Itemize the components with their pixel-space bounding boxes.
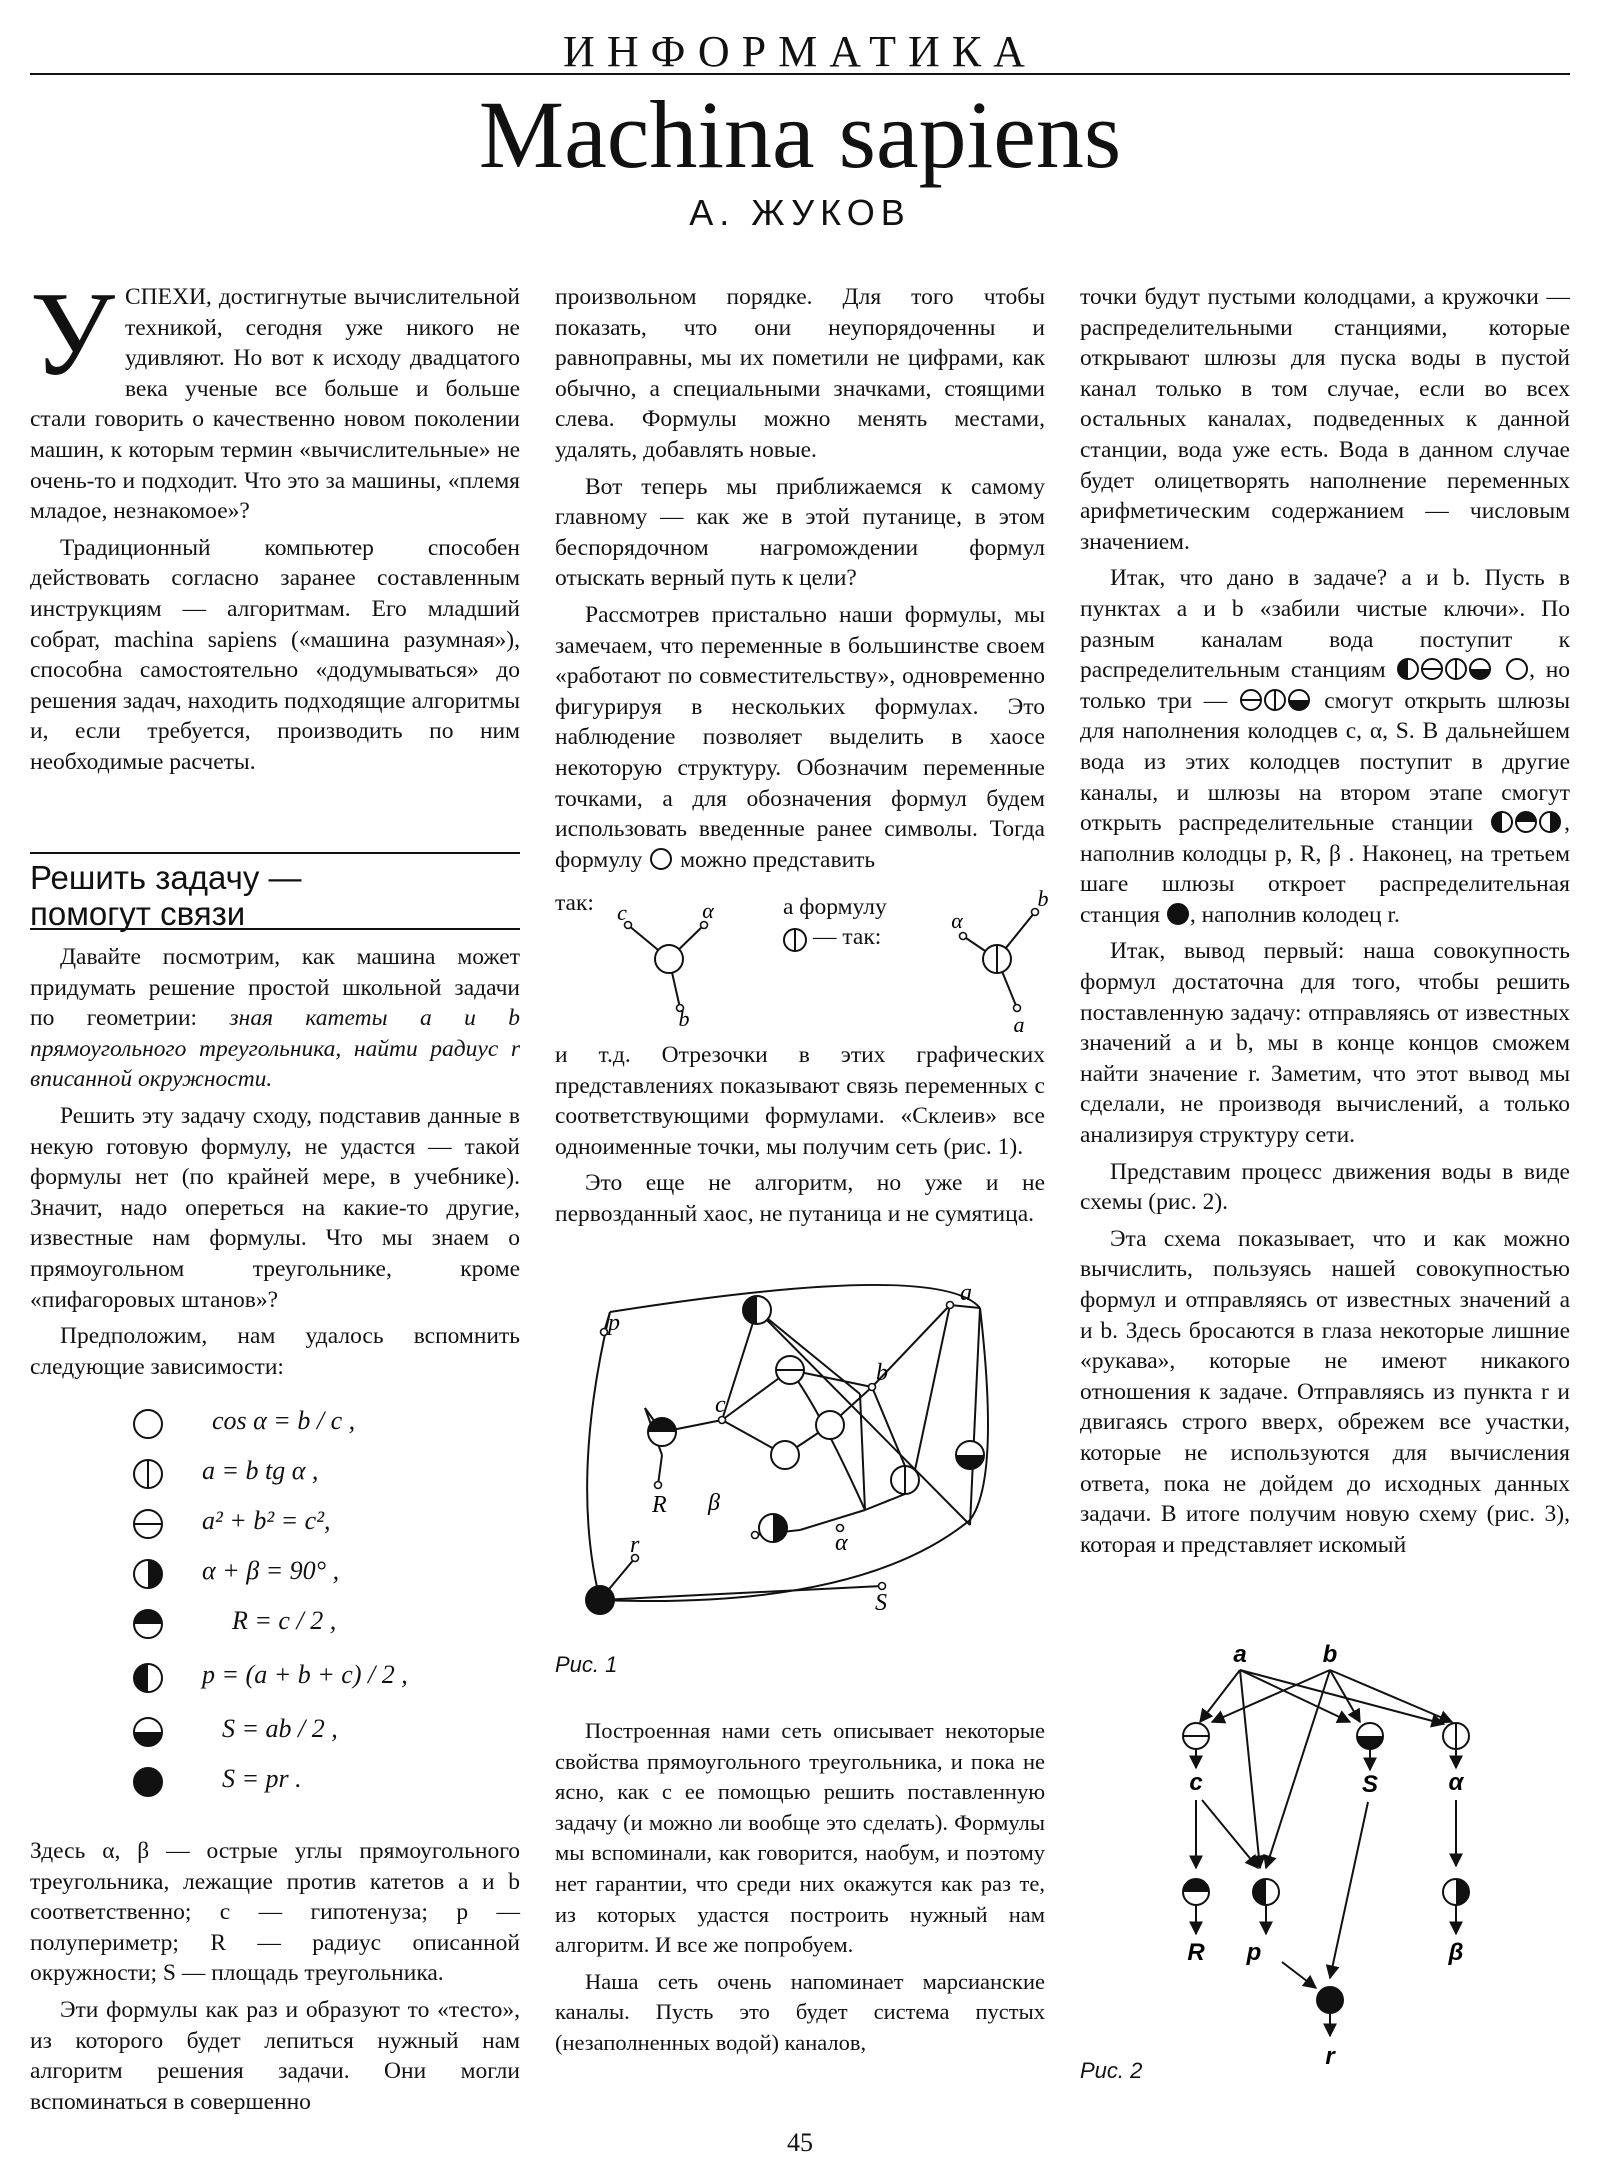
- col3-paragraph-2: [1080, 563, 1570, 930]
- inline-full-station-icon: [1166, 902, 1190, 926]
- formula-list: [120, 1404, 520, 1824]
- subheading-rule-bottom: [30, 928, 520, 930]
- column-1-end: [30, 1836, 520, 2117]
- symbol-left-half-icon: [134, 1664, 162, 1692]
- mini1-label-alpha: α: [702, 898, 714, 923]
- fig2-node-bottom-half-icon: [1357, 1723, 1383, 1749]
- col3-paragraph-3: Итак, вывод первый: наша совокупность формул достаточна для того, чтобы решить поставленную задачу: отправляясь от известных значений a и b, мы в конце концов сможем найти значение r. Заметим, что этот вывод мы сделали, не производя вычислений, а только анализируя структуру сети.: [1080, 938, 1570, 1149]
- figure-1-network: [560, 1280, 1020, 1660]
- tak-label-1: так:: [555, 890, 594, 916]
- inline-stations-set-2: [1239, 688, 1313, 712]
- col2-paragraph-2: Вот теперь мы приближаемся к самому главному — как же в этой путанице, в этом беспорядочном нагромождении формул отыскать верный путь к цели?: [555, 473, 1045, 592]
- formula-7: S = ab / 2 ,: [222, 1714, 338, 1743]
- formula-symbols: [130, 1408, 166, 1808]
- formula-6: p = (a + b + c) / 2 ,: [202, 1660, 408, 1689]
- fig1-label-S: S: [875, 1590, 887, 1616]
- problem-intro: Давайте посмотрим, как машина может придумать решение простой школьной задачи по геометрии:: [30, 944, 520, 1032]
- tak-label-2: а формулу: [783, 894, 887, 920]
- mini2-label-a: a: [1013, 1012, 1025, 1037]
- subheading-rule-top: [30, 852, 520, 854]
- mini2-label-alpha: α: [951, 908, 963, 933]
- formula-3: a² + b² = c²,: [202, 1506, 331, 1535]
- page-number: 45: [787, 2128, 813, 2157]
- inline-stations-set-3: [1490, 810, 1564, 834]
- inline-stations-set-1: [1396, 657, 1494, 681]
- fig1-node-vertical-icon: [891, 1466, 919, 1494]
- col1-paragraph-5: Предположим, нам удалось вспомнить следующие зависимости:: [30, 1323, 520, 1380]
- fig1-node-empty-icon-1: [816, 1411, 844, 1439]
- mini1-label-c: c: [617, 900, 627, 925]
- formula-1: cos α = b / c ,: [212, 1406, 356, 1435]
- fig2-label-R: R: [1187, 1939, 1205, 1966]
- col2-paragraph-1: произвольном порядке. Для того чтобы показать, что они неупорядоченны и равноправны, мы их пометили не цифрами, как обычно, а специальными значками, стоящими слева. Формулы можно менять местами, удалять, добавлять новые.: [555, 284, 1045, 463]
- fig1-label-alpha: α: [835, 1530, 848, 1556]
- inline-empty-circle-icon: [648, 847, 674, 871]
- fig1-label-r: r: [630, 1532, 640, 1558]
- fig2-label-p: p: [1246, 1939, 1262, 1966]
- fig1-node-horizontal-icon: [776, 1356, 804, 1384]
- fig2-label-b: b: [1322, 1641, 1338, 1668]
- fig1-label-a: a: [960, 1280, 972, 1306]
- fig1-node-empty-icon-2: [771, 1441, 799, 1469]
- article-title: Machina sapiens: [478, 81, 1122, 188]
- header-rule: [30, 73, 1570, 75]
- fig1-node-top-left-half-icon: [743, 1296, 771, 1324]
- fig1-node-right-half-icon: [759, 1514, 787, 1542]
- section-label: ИНФОРМАТИКА: [563, 27, 1037, 76]
- col1-paragraph-4: Решить эту задачу сходу, подставив данные в некую готовую формулу, не удастся — такой формулы нет (по крайней мере, в учебнике). Значит, надо опереться на какие-то другие, известные нам формулы. Что мы знаем о прямоугольном треугольнике, кроме «пифагоровых штанов»?: [30, 1102, 520, 1313]
- fig1-label-b: b: [876, 1360, 888, 1386]
- formula-5: R = c / 2 ,: [232, 1606, 337, 1635]
- fig1-node-top-half-icon: [648, 1418, 676, 1446]
- article-author: А. ЖУКОВ: [689, 192, 911, 233]
- symbol-horizontal-icon: [134, 1510, 162, 1538]
- column-2-bottom: [555, 1716, 1045, 2059]
- drop-cap: У: [30, 267, 115, 400]
- fig2-label-S: S: [1361, 1771, 1379, 1798]
- fig1-label-c: c: [715, 1392, 726, 1418]
- symbol-vertical-icon: [134, 1460, 162, 1488]
- fig1-node-bottom-half-icon: [956, 1441, 984, 1469]
- col1-paragraph-6: Здесь α, β — острые углы прямоугольного треугольника, лежащие против катетов a и b соответственно; c — гипотенуза; p — полупериметр; R — радиус описанной окружности; S — площадь треугольника.: [30, 1838, 520, 1987]
- column-1-problem: [30, 942, 520, 1382]
- fig2-label-a: a: [1233, 1641, 1247, 1668]
- fig2-label-alpha: α: [1448, 1769, 1464, 1796]
- col3-p2-b: , но только три —: [1080, 657, 1571, 714]
- col3-paragraph-1: точки будут пустыми колодцами, а кружочки — распределительными станциями, которые открывают шлюзы для пуска воды в пустой канал только в том случае, если во всех остальных каналах, подведенных к данной станции, вода уже есть. Вода в данном случае будет олицетворять наполнение переменных арифметическим содержанием — числовым значением.: [1080, 284, 1570, 555]
- figure-1-caption: Рис. 1: [555, 1652, 618, 1677]
- col3-p2-e: , наполнив колодец r.: [1189, 901, 1400, 928]
- fig1-label-beta: β: [708, 1490, 720, 1516]
- symbol-empty-icon: [134, 1410, 162, 1438]
- formula-2: a = b tg α ,: [202, 1456, 319, 1485]
- mini1-label-b: b: [678, 1006, 690, 1030]
- col2-paragraph-7: Наша сеть очень напоминает марсианские каналы. Пусть это будет система пустых (незаполненных водой) каналов,: [555, 1968, 1045, 2055]
- fig2-label-beta: β: [1448, 1939, 1464, 1966]
- fig2-node-full-icon: [1317, 1987, 1343, 2013]
- col2-paragraph-6: Построенная нами сеть описывает некоторые свойства прямоугольного треугольника, и пока не ясно, как с ее помощью решить поставленную задачу (и можно ли вообще это сделать). Формулы мы вспоминали, как говорится, наобум, и поэтому нет гарантии, что среди них окажутся как раз те, из которых удастся построить нужный нам алгоритм. И все же попробуем.: [555, 1718, 1045, 1958]
- fig1-label-R: R: [652, 1492, 667, 1518]
- problem-statement: зная катеты a и b прямоугольного треугольника, найти радиус r вписанной окружности.: [30, 1005, 521, 1093]
- figure-2-caption: Рис. 2: [1080, 2058, 1143, 2083]
- fig2-node-right-half-icon: [1443, 1879, 1469, 1905]
- mini-diagram-tg: [935, 880, 1075, 1040]
- formula-8: S = pr .: [222, 1764, 302, 1793]
- inline-empty-station-icon: [1505, 657, 1529, 681]
- col1-paragraph-3: [30, 942, 520, 1095]
- symbol-top-half-icon: [134, 1610, 162, 1638]
- col2-paragraph-4: и т.д. Отрезочки в этих графических представлениях показывают связь переменных с соответствующими формулами. «Склеив» все одноименные точки, мы получим сеть (рис. 1).: [555, 1042, 1045, 1160]
- col1-paragraph-2: Традиционный компьютер способен действовать согласно заранее составленным инструкциям — алгоритмам. Его младший собрат, machina sapiens («машина разумная»), способна самостоятельно «додумываться» до решения задач, находить подходящие алгоритмы и, если требуется, производить по ним необходимые расчеты.: [30, 534, 520, 775]
- col2-paragraph-5: Это еще не алгоритм, но уже и не первозданный хаос, не путаница и не сумятица.: [555, 1170, 1045, 1227]
- mini2-label-b: b: [1037, 886, 1049, 911]
- col2-paragraph-3-text: Рассмотрев пристально наши формулы, мы замечаем, что переменные в большинстве своем «работают по совместительству», одновременно фигурируя в нескольких формулах. Это наблюдение позволяет выделить в хаосе некоторую структуру. Обозначим переменные точками, а для обозначения формул будем использовать введенные ранее символы. Тогда формулу: [555, 601, 1045, 873]
- col1-paragraph-1: СПЕХИ, достигнутые вычислительной техникой, сегодня уже никого не удивляют. Но вот к исходу двадцатого века ученые все больше и больше стали говорить о качественно новом поколении машин, к которым термин «вычислительные» не очень-то и подходит. Что это за машины, «племя младое, незнакомое»?: [30, 284, 520, 525]
- col3-p2-c: смогут открыть шлюзы для наполнения колодцев c, α, S. В дальнейшем вода из этих колодцев поступит в другие каналы, и шлюзы на втором этапе смогут открыть распределительные станции: [1080, 687, 1571, 837]
- fig2-node-top-half-icon: [1183, 1879, 1209, 1905]
- formula-4: α + β = 90° ,: [202, 1556, 340, 1585]
- column-2-top: [555, 282, 1045, 875]
- mini-diagram-cos: [600, 880, 740, 1030]
- symbol-right-half-icon: [134, 1560, 162, 1588]
- col3-paragraph-5: Эта схема показывает, что и как можно вычислить, пользуясь нашей совокупностью формул и отправляясь от известных значений a и b. Здесь бросаются в глаза некоторые лишние «рукава», которые не имеют никакого отношения к задаче. Отправляясь из пункта r и двигаясь строго вверх, обрежем все участки, которые не используются для вычисления ответа, пока не дойдем до исходных данных задачи. В итоге получим новую схему (рис. 3), которая и представляет искомый: [1080, 1225, 1570, 1558]
- col3-paragraph-4: Представим процесс движения воды в виде схемы (рис. 2).: [1080, 1158, 1570, 1216]
- subheading: Решить задачу — помогут связи: [30, 859, 302, 932]
- column-1-intro: [30, 267, 520, 778]
- inline-vertical-circle-icon: [781, 926, 811, 956]
- col3-p2-d: , наполнив колодцы p, R, β . Наконец, на третьем шаге шлюзы откроет распределительная станция: [1080, 810, 1570, 928]
- fig2-node-horizontal-icon: [1183, 1723, 1209, 1749]
- fig2-label-c: c: [1189, 1769, 1203, 1796]
- fig2-node-vertical-icon: [1443, 1723, 1469, 1749]
- symbol-bottom-half-icon: [134, 1718, 162, 1746]
- col2-paragraph-3-tail: можно представить: [680, 846, 876, 873]
- tak-label-3: — так:: [813, 924, 882, 950]
- col2-paragraph-3: [555, 600, 1045, 875]
- fig2-node-left-half-icon: [1253, 1879, 1279, 1905]
- fig2-label-r: r: [1325, 2043, 1335, 2070]
- fig1-label-p: p: [608, 1310, 620, 1336]
- column-2-middle: [555, 1040, 1045, 1230]
- col3-p2-a: Итак, что дано в задаче? a и b. Пусть в пунктах a и b «забили чистые ключи». По разным каналам вода поступит к распределительным станциям: [1080, 565, 1570, 684]
- symbol-full-icon: [134, 1768, 162, 1796]
- fig1-node-full-icon: [586, 1586, 614, 1614]
- column-3-top: [1080, 282, 1570, 1560]
- figure-2-schema: [1140, 1640, 1560, 2080]
- col1-paragraph-7: Эти формулы как раз и образуют то «тесто», из которого будет лепиться нужный нам алгоритм решения задачи. Они могли вспоминаться в совершенно: [30, 1996, 520, 2115]
